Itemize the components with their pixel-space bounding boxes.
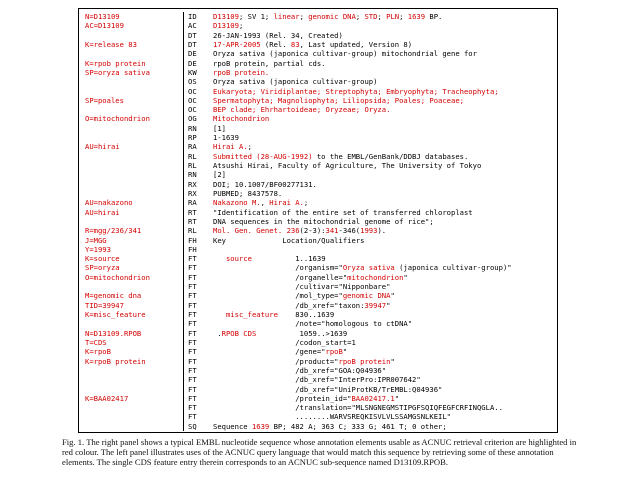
line-content — [211, 59, 557, 68]
highlighted-text: misc_feature — [225, 310, 278, 319]
line-content — [211, 68, 557, 77]
line-code: RX — [183, 189, 211, 198]
line-text: BP. — [425, 12, 443, 21]
highlighted-text: STD — [364, 12, 378, 21]
line-code: FT — [183, 412, 211, 421]
entry-row — [79, 31, 557, 40]
acnuc-query — [79, 133, 183, 142]
entry-row — [79, 236, 557, 245]
line-code: OS — [183, 77, 211, 86]
line-content — [211, 152, 557, 161]
acnuc-query: SP=oryza — [85, 263, 120, 273]
line-text: " — [386, 300, 391, 310]
entry-row — [79, 40, 557, 49]
line-content — [211, 273, 557, 282]
figure-caption — [62, 437, 582, 468]
highlighted-text: D13109 — [213, 21, 239, 31]
line-content — [211, 403, 557, 412]
line-text: , Last updated, Version 8) — [299, 39, 413, 49]
line-text: ; — [377, 12, 387, 21]
line-content — [211, 301, 557, 310]
line-text: " — [390, 291, 395, 301]
entry-row — [79, 12, 557, 21]
highlighted-text: 1993 — [360, 226, 378, 236]
line-text — [213, 254, 226, 263]
acnuc-query: N=D13109.RPOB — [85, 328, 142, 338]
line-text: PUBMED; 8437578. — [213, 188, 283, 198]
line-content — [211, 189, 557, 198]
highlighted-text: Mitochondrion — [213, 114, 270, 124]
entry-row — [79, 87, 557, 96]
line-content — [211, 208, 557, 217]
line-code: RT — [183, 208, 211, 217]
acnuc-query: O=mitochondrion — [85, 272, 150, 282]
line-code: OG — [183, 114, 211, 123]
line-text: Oryza sativa (japonica cultivar-group) — [213, 77, 378, 87]
entry-row — [79, 263, 557, 272]
line-text: (japonica cultivar-group)" — [394, 263, 512, 273]
acnuc-query: SP=oryza sativa — [85, 67, 150, 77]
line-text: ; — [303, 198, 309, 208]
highlighted-text: Submitted (28-AUG-1992) — [213, 151, 313, 161]
highlighted-text: Oryza sativa — [342, 263, 395, 273]
acnuc-query — [79, 152, 183, 161]
line-text: /db_xref="InterPro:IPR007642" — [213, 375, 421, 385]
line-code: ID — [183, 12, 211, 21]
line-content — [211, 142, 557, 151]
line-content — [211, 114, 557, 123]
entry-row — [79, 217, 557, 226]
entry-row — [79, 161, 557, 170]
line-code: FT — [183, 310, 211, 319]
entry-row — [79, 394, 557, 403]
line-text: /note="homologous to ctDNA" — [213, 319, 413, 329]
highlighted-text: 341 — [325, 226, 339, 236]
line-content — [211, 385, 557, 394]
highlighted-text: BAA02417.1 — [351, 393, 395, 403]
entry-row — [79, 133, 557, 142]
line-text: /mol_type=" — [213, 291, 343, 301]
line-code: RA — [183, 198, 211, 207]
line-text: 830..1639 — [277, 310, 335, 319]
acnuc-query — [79, 124, 183, 133]
highlighted-text: 1639 — [251, 421, 270, 431]
line-content — [211, 12, 557, 21]
entry-row — [79, 310, 557, 319]
line-text: /organelle=" — [213, 272, 348, 282]
line-code: SQ — [183, 422, 211, 431]
line-text: rpoB protein, partial cds. — [213, 58, 326, 68]
entry-row — [79, 245, 557, 254]
highlighted-text: 1639 — [407, 12, 426, 21]
line-text: [1] — [213, 123, 226, 133]
line-content — [211, 291, 557, 300]
acnuc-query — [79, 189, 183, 198]
line-content — [211, 319, 557, 328]
line-text: /db_xref="UniProtKB/TrEMBL:Q04936" — [213, 384, 443, 394]
line-code: FH — [183, 236, 211, 245]
acnuc-query — [79, 412, 183, 421]
line-code: RA — [183, 142, 211, 151]
entry-row — [79, 338, 557, 347]
line-content — [211, 375, 557, 384]
line-code: RN — [183, 170, 211, 179]
line-code: FT — [183, 291, 211, 300]
line-text: Sequence — [213, 421, 252, 431]
entry-row — [79, 114, 557, 123]
acnuc-query — [79, 217, 183, 226]
line-content — [211, 357, 557, 366]
highlighted-text: Eukaryota; Viridiplantae; Streptophyta; Embryophyta; Tracheophyta; — [213, 86, 499, 96]
entry-row — [79, 59, 557, 68]
line-text: to the EMBL/GenBank/DDBJ databases. — [312, 151, 469, 161]
line-text: DOI; 10.1007/BF00277131. — [213, 179, 317, 189]
line-text: " — [342, 347, 348, 357]
line-content — [211, 49, 557, 58]
highlighted-text: RPOB CDS — [221, 328, 257, 338]
highlighted-text: Mol. Gen. Genet. 236 — [213, 226, 300, 236]
acnuc-query: K=rpoB protein — [85, 356, 146, 366]
highlighted-text: linear — [273, 12, 300, 21]
line-content — [211, 329, 557, 338]
entry-row — [79, 226, 557, 235]
line-text: /db_xref="taxon: — [213, 300, 365, 310]
highlighted-text: genomic DNA — [342, 291, 391, 301]
line-text: "Identification of the entire set of transferred chloroplast — [213, 207, 473, 217]
line-content — [211, 254, 557, 263]
line-code: DT — [183, 40, 211, 49]
acnuc-query — [79, 105, 183, 114]
acnuc-query: T=CDS — [85, 337, 107, 347]
line-text: [2] — [213, 170, 226, 180]
line-text: 1059..>1639 — [256, 328, 348, 338]
acnuc-query: N=D13109 — [85, 12, 120, 21]
entry-row — [79, 105, 557, 114]
line-content — [211, 245, 557, 254]
line-text: BP; 482 A; 363 C; 333 G; 461 T; 0 other; — [269, 421, 447, 431]
acnuc-query: K=rpoB — [85, 347, 111, 357]
line-code: RP — [183, 133, 211, 142]
acnuc-query: AU=hirai — [85, 207, 120, 217]
entry-row — [79, 49, 557, 58]
line-text: ; — [399, 12, 408, 21]
acnuc-query — [79, 31, 183, 40]
acnuc-query: K=release 83 — [85, 39, 137, 49]
line-code: DE — [183, 49, 211, 58]
entry-row — [79, 375, 557, 384]
line-text: /gene=" — [213, 347, 326, 357]
line-code: FT — [183, 366, 211, 375]
line-code: RL — [183, 161, 211, 170]
entry-row — [79, 291, 557, 300]
highlighted-text: Hirai A. — [213, 142, 248, 152]
line-text: (2-3): — [299, 226, 326, 236]
entry-row — [79, 422, 557, 431]
line-code: OC — [183, 87, 211, 96]
line-content — [211, 40, 557, 49]
line-text: (Rel. — [260, 39, 291, 49]
highlighted-text: Spermatophyta; Magnoliophyta; Liliopsida; Poales; Poaceae; — [213, 95, 464, 105]
line-content — [211, 77, 557, 86]
highlighted-text: Hirai A. — [269, 198, 304, 208]
line-text: /translation="MLSNGNEGMSTIPGFSQIQFEGFCRFINQGLA.. — [213, 403, 503, 413]
line-code: FT — [183, 394, 211, 403]
highlighted-text: PLN — [386, 12, 400, 21]
line-code: FT — [183, 385, 211, 394]
line-content — [211, 87, 557, 96]
acnuc-query: AU=nakazono — [85, 198, 133, 208]
line-content — [211, 412, 557, 421]
line-text: ). — [377, 226, 387, 236]
entry-row — [79, 273, 557, 282]
acnuc-query: J=MGG — [85, 235, 107, 245]
entry-row — [79, 170, 557, 179]
line-text: 1-1639 — [213, 133, 239, 143]
acnuc-query: R=mgg/236/341 — [85, 226, 142, 236]
acnuc-query — [79, 87, 183, 96]
entry-row — [79, 366, 557, 375]
line-content — [211, 226, 557, 235]
embl-entry-figure — [78, 8, 558, 433]
line-code: RL — [183, 152, 211, 161]
line-text: 1..1639 — [251, 254, 326, 264]
line-code: FT — [183, 329, 211, 338]
line-code: FT — [183, 347, 211, 356]
line-text: ; — [247, 142, 252, 152]
highlighted-text: BEP clade; Ehrhartoideae; Oryzeae; Oryza. — [213, 105, 391, 115]
line-text: /codon_start=1 — [213, 337, 356, 347]
line-content — [211, 105, 557, 114]
acnuc-query: M=genomic dna — [85, 291, 142, 301]
entry-row — [79, 301, 557, 310]
line-text — [213, 310, 226, 319]
line-content — [211, 124, 557, 133]
entry-row — [79, 142, 557, 151]
highlighted-text: genomic DNA — [308, 12, 356, 21]
entry-row — [79, 347, 557, 356]
line-text: ; — [238, 21, 244, 31]
line-text: ; SV 1; — [238, 12, 274, 21]
line-content — [211, 366, 557, 375]
line-text: DNA sequences in the mitochondrial genome of rice"; — [213, 216, 434, 226]
line-code: FT — [183, 282, 211, 291]
line-content — [211, 21, 557, 30]
line-text: 26-JAN-1993 (Rel. 34, Created) — [213, 30, 343, 40]
entry-row — [79, 189, 557, 198]
highlighted-text: 39947 — [364, 300, 387, 310]
line-content — [211, 217, 557, 226]
line-content — [211, 170, 557, 179]
line-code: FT — [183, 263, 211, 272]
entry-row — [79, 385, 557, 394]
acnuc-query: K=rpob protein — [85, 58, 146, 68]
line-text: /db_xref="GOA:Q04936" — [213, 365, 387, 375]
entry-row — [79, 124, 557, 133]
entry-row — [79, 21, 557, 30]
line-text: , — [260, 198, 270, 208]
line-content — [211, 96, 557, 105]
line-code: DT — [183, 31, 211, 40]
line-text: /organism=" — [213, 263, 343, 273]
line-text: ; — [355, 12, 365, 21]
entry-row — [79, 68, 557, 77]
highlighted-text: rpoB — [325, 347, 343, 357]
entry-row — [79, 282, 557, 291]
line-code: OC — [183, 105, 211, 114]
entry-row — [79, 357, 557, 366]
line-text: /cultivar="Nipponbare" — [213, 282, 391, 292]
entry-row — [79, 96, 557, 105]
entry-row — [79, 329, 557, 338]
line-code: FH — [183, 245, 211, 254]
acnuc-query: AC=D13109 — [85, 21, 124, 31]
acnuc-query — [79, 375, 183, 384]
line-code: FT — [183, 403, 211, 412]
line-content — [211, 198, 557, 207]
acnuc-query — [79, 77, 183, 86]
acnuc-query — [79, 385, 183, 394]
entry-row — [79, 152, 557, 161]
line-code: FT — [183, 273, 211, 282]
acnuc-query — [79, 366, 183, 375]
line-content — [211, 347, 557, 356]
line-text: " — [390, 356, 395, 366]
acnuc-query: Y=1993 — [85, 244, 111, 254]
entry-row — [79, 254, 557, 263]
highlighted-text: 83 — [290, 39, 300, 49]
line-content — [211, 263, 557, 272]
entry-row — [79, 403, 557, 412]
line-code: FT — [183, 357, 211, 366]
acnuc-query — [79, 170, 183, 179]
acnuc-query — [79, 422, 183, 431]
line-code: RN — [183, 124, 211, 133]
line-code: RX — [183, 180, 211, 189]
line-code: RT — [183, 217, 211, 226]
highlighted-text: Nakazono M. — [213, 198, 261, 208]
acnuc-query: K=BAA02417 — [85, 393, 129, 403]
line-code: RL — [183, 226, 211, 235]
line-text: " — [403, 272, 408, 282]
line-content — [211, 310, 557, 319]
line-text: /product=" — [213, 356, 339, 366]
line-content — [211, 31, 557, 40]
line-code: DE — [183, 59, 211, 68]
line-text: " — [394, 393, 400, 403]
acnuc-query: O=mitochondrion — [85, 114, 150, 124]
line-text: Oryza sativa (japonica cultivar-group) mitochondrial gene for — [213, 49, 477, 59]
entry-row — [79, 180, 557, 189]
acnuc-query: K=misc_feature — [85, 310, 146, 319]
acnuc-query: K=source — [85, 254, 120, 264]
line-code: FT — [183, 375, 211, 384]
line-code: FT — [183, 319, 211, 328]
highlighted-text: 17-APR-2005 — [213, 39, 261, 49]
highlighted-text: D13109 — [213, 12, 239, 21]
acnuc-query: TID=39947 — [85, 300, 124, 310]
highlighted-text: source — [225, 254, 252, 264]
line-content — [211, 161, 557, 170]
line-text: ; — [299, 12, 309, 21]
acnuc-query — [79, 403, 183, 412]
line-text: -346( — [338, 226, 361, 236]
entry-row — [79, 412, 557, 421]
entry-row — [79, 77, 557, 86]
acnuc-query: AU=hirai — [85, 142, 120, 152]
highlighted-text: mitochondrion — [347, 272, 404, 282]
line-code: AC — [183, 21, 211, 30]
line-content — [211, 180, 557, 189]
line-text: ........WARVSREQKISVLVLSSAMGSNLKEIL" — [213, 412, 451, 422]
highlighted-text: rpoB protein — [338, 356, 391, 366]
line-code: OC — [183, 96, 211, 105]
entry-row — [79, 198, 557, 207]
line-code: FT — [183, 301, 211, 310]
acnuc-query — [79, 180, 183, 189]
line-text: /protein_id=" — [213, 393, 352, 403]
line-text: Atsushi Hirai, Faculty of Agriculture, The University of Tokyo — [213, 161, 482, 170]
line-content — [211, 394, 557, 403]
acnuc-query: SP=poales — [85, 95, 124, 105]
line-content — [211, 236, 557, 245]
entry-row — [79, 319, 557, 328]
highlighted-text: rpoB protein. — [213, 67, 270, 77]
entry-row — [79, 208, 557, 217]
line-content — [211, 422, 557, 431]
line-code: FT — [183, 254, 211, 263]
line-code: FT — [183, 338, 211, 347]
line-content — [211, 282, 557, 291]
line-text: . — [213, 328, 222, 338]
line-code: KW — [183, 68, 211, 77]
acnuc-query — [79, 282, 183, 291]
acnuc-query — [79, 161, 183, 170]
line-content — [211, 133, 557, 142]
caption-text: Fig. 1. The right panel shows a typical EMBL nucleotide sequence whose annotation elements usable as ACNUC retrieval criterion are highlighted in red colour. The left panel illustrates uses of the ACNUC query language that would match this sequence by retrieving some of these annotation elements. The single CDS feature entry therein corresponds to an ACNUC sub-sequence named D13109.RPOB. — [62, 437, 577, 468]
line-content — [211, 338, 557, 347]
acnuc-query — [79, 49, 183, 58]
acnuc-query — [79, 319, 183, 328]
line-text: Key Location/Qualifiers — [213, 235, 365, 245]
entry-rows — [79, 12, 557, 431]
